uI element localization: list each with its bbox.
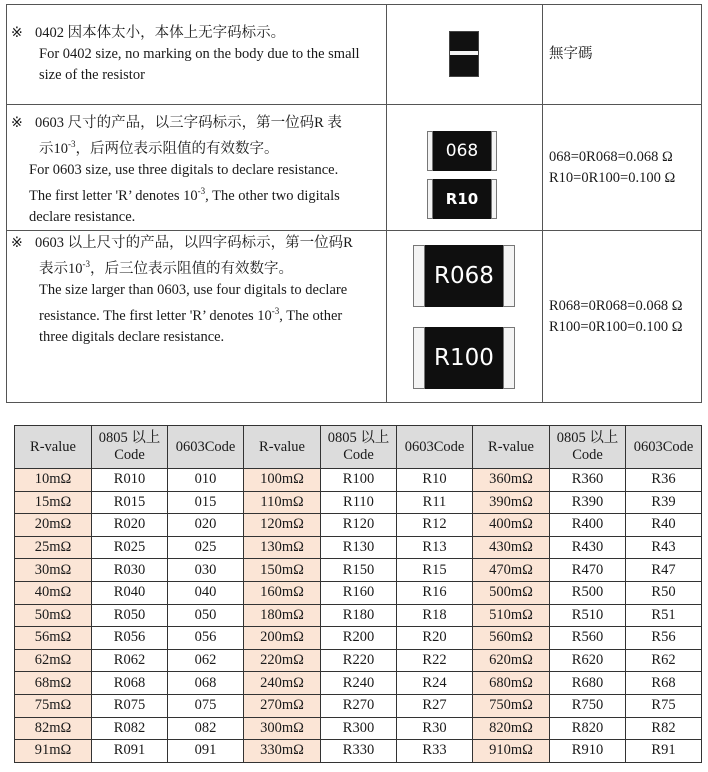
zh-description: ，后两位表示阻值的有效数字。 <box>75 141 279 157</box>
r-value-cell: 400mΩ <box>473 514 550 537</box>
marking-row-above-0603 <box>7 231 702 403</box>
code-0603-cell: 056 <box>168 627 244 650</box>
table-row <box>15 694 702 717</box>
table-row <box>15 559 702 582</box>
column-header: 0603Code <box>626 426 702 469</box>
code-0805-cell: R500 <box>550 581 626 604</box>
r-value-cell: 20mΩ <box>15 514 92 537</box>
marking-row-0402 <box>7 5 702 105</box>
r-value-cell: 62mΩ <box>15 649 92 672</box>
table-row <box>15 536 702 559</box>
code-0805-cell: R180 <box>321 604 397 627</box>
code-0603-cell: R10 <box>397 469 473 492</box>
code-0805-cell: R160 <box>321 581 397 604</box>
r-value-cell: 82mΩ <box>15 717 92 740</box>
table-row <box>15 740 702 763</box>
chip-image-cell <box>387 105 543 231</box>
code-0805-cell: R270 <box>321 694 397 717</box>
r-value-cell: 390mΩ <box>473 491 550 514</box>
asterisk-icon: ※ <box>11 235 23 251</box>
code-0805-cell: R150 <box>321 559 397 582</box>
column-header: R-value <box>473 426 550 469</box>
table-row <box>15 649 702 672</box>
chip-0603-image <box>427 179 497 219</box>
code-0603-cell: R39 <box>626 491 702 514</box>
r-value-cell: 620mΩ <box>473 649 550 672</box>
code-0603-cell: R12 <box>397 514 473 537</box>
r-value-cell: 560mΩ <box>473 627 550 650</box>
code-0805-cell: R360 <box>550 469 626 492</box>
en-description-line: For 0603 size, use three digitals to declare resistance. <box>29 162 339 178</box>
r-value-cell: 10mΩ <box>15 469 92 492</box>
table-row <box>15 491 702 514</box>
r-value-cell: 40mΩ <box>15 581 92 604</box>
code-0603-cell: 075 <box>168 694 244 717</box>
code-0805-cell: R062 <box>92 649 168 672</box>
code-0603-cell: 068 <box>168 672 244 695</box>
r-value-cell: 220mΩ <box>244 649 321 672</box>
code-0603-cell: 040 <box>168 581 244 604</box>
r-value-cell: 180mΩ <box>244 604 321 627</box>
code-0603-cell: R91 <box>626 740 702 763</box>
zh-description: 示10 <box>39 141 68 157</box>
column-header: 0603Code <box>397 426 473 469</box>
r-value-cell: 240mΩ <box>244 672 321 695</box>
r-value-cell: 270mΩ <box>244 694 321 717</box>
code-0603-cell: R18 <box>397 604 473 627</box>
r-value-cell: 150mΩ <box>244 559 321 582</box>
zh-description: 0603 以上尺寸的产品，以四字码标示，第一位码R <box>35 235 353 251</box>
code-0603-cell: 050 <box>168 604 244 627</box>
code-table-body <box>15 469 702 763</box>
r-value-cell: 820mΩ <box>473 717 550 740</box>
r-value-cell: 680mΩ <box>473 672 550 695</box>
r-value-cell: 910mΩ <box>473 740 550 763</box>
r-value-cell: 330mΩ <box>244 740 321 763</box>
column-header: 0805 以上 Code <box>550 426 626 469</box>
code-0603-cell: 020 <box>168 514 244 537</box>
r-value-cell: 56mΩ <box>15 627 92 650</box>
code-0805-cell: R400 <box>550 514 626 537</box>
code-0603-cell: R27 <box>397 694 473 717</box>
exponent: -3 <box>271 305 280 316</box>
r-value-cell: 750mΩ <box>473 694 550 717</box>
example-line: 無字碼 <box>549 46 593 62</box>
code-0805-cell: R020 <box>92 514 168 537</box>
code-0603-cell: R43 <box>626 536 702 559</box>
column-header: 0805 以上 Code <box>321 426 397 469</box>
zh-description: 0603 尺寸的产品，以三字码标示，第一位码R 表 <box>35 115 342 132</box>
code-0603-cell: R50 <box>626 581 702 604</box>
code-0603-cell: R75 <box>626 694 702 717</box>
code-0603-cell: R40 <box>626 514 702 537</box>
zh-description: 表示10 <box>39 260 83 277</box>
code-0805-cell: R025 <box>92 536 168 559</box>
chip-code-label: R10 <box>445 190 479 208</box>
code-0805-cell: R110 <box>321 491 397 514</box>
code-0603-cell: R11 <box>397 491 473 514</box>
code-0603-cell: R20 <box>397 627 473 650</box>
code-0603-cell: R33 <box>397 740 473 763</box>
description-cell <box>7 105 387 231</box>
r-value-cell: 360mΩ <box>473 469 550 492</box>
code-0805-cell: R068 <box>92 672 168 695</box>
code-0805-cell: R750 <box>550 694 626 717</box>
code-0603-cell: 030 <box>168 559 244 582</box>
marking-row-0603 <box>7 105 702 231</box>
r-value-cell: 510mΩ <box>473 604 550 627</box>
code-0603-cell: R68 <box>626 672 702 695</box>
marking-table <box>6 4 702 403</box>
r-value-cell: 160mΩ <box>244 581 321 604</box>
zh-description: 0402 因本体太小，本体上无字码标示。 <box>35 25 286 41</box>
code-0805-cell: R910 <box>550 740 626 763</box>
code-0805-cell: R820 <box>550 717 626 740</box>
chip-large-image <box>413 245 515 307</box>
code-0603-cell: R51 <box>626 604 702 627</box>
code-0805-cell: R200 <box>321 627 397 650</box>
code-0805-cell: R050 <box>92 604 168 627</box>
chip-image-cell <box>387 231 543 403</box>
code-0603-cell: R62 <box>626 649 702 672</box>
zh-description: ，后三位表示阻值的有效数字。 <box>90 260 293 277</box>
r-value-cell: 130mΩ <box>244 536 321 559</box>
code-0603-cell: 062 <box>168 649 244 672</box>
code-0805-cell: R620 <box>550 649 626 672</box>
table-row <box>15 581 702 604</box>
code-0603-cell: R16 <box>397 581 473 604</box>
code-0805-cell: R510 <box>550 604 626 627</box>
r-value-cell: 200mΩ <box>244 627 321 650</box>
chip-0402-image <box>449 31 479 77</box>
exponent: -3 <box>197 186 206 196</box>
code-0805-cell: R430 <box>550 536 626 559</box>
code-0805-cell: R015 <box>92 491 168 514</box>
r-value-cell: 68mΩ <box>15 672 92 695</box>
code-0805-cell: R330 <box>321 740 397 763</box>
chip-large-image <box>413 327 515 389</box>
r-value-cell: 300mΩ <box>244 717 321 740</box>
r-value-cell: 100mΩ <box>244 469 321 492</box>
description-cell <box>7 5 387 105</box>
r-value-cell: 500mΩ <box>473 581 550 604</box>
code-0805-cell: R240 <box>321 672 397 695</box>
column-header: R-value <box>15 426 92 469</box>
chip-code-label: 068 <box>445 141 479 161</box>
code-0603-cell: R30 <box>397 717 473 740</box>
r-value-cell: 91mΩ <box>15 740 92 763</box>
example-cell <box>543 5 702 105</box>
r-value-cell: 120mΩ <box>244 514 321 537</box>
code-0603-cell: 082 <box>168 717 244 740</box>
code-0603-cell: R82 <box>626 717 702 740</box>
code-0805-cell: R560 <box>550 627 626 650</box>
en-description-line: For 0402 size, no marking on the body due to the small <box>39 46 360 62</box>
code-0603-cell: R22 <box>397 649 473 672</box>
table-header-row <box>15 426 702 469</box>
r-value-cell: 15mΩ <box>15 491 92 514</box>
code-0805-cell: R130 <box>321 536 397 559</box>
code-0603-cell: R36 <box>626 469 702 492</box>
asterisk-icon: ※ <box>11 115 23 132</box>
exponent: -3 <box>82 259 90 269</box>
asterisk-icon: ※ <box>11 25 23 41</box>
code-0805-cell: R390 <box>550 491 626 514</box>
example-cell <box>543 231 702 403</box>
example-cell <box>543 105 702 231</box>
table-row <box>15 717 702 740</box>
en-description-line: The first letter 'R’ denotes 10 <box>29 187 198 204</box>
table-row <box>15 604 702 627</box>
code-0805-cell: R075 <box>92 694 168 717</box>
code-0805-cell: R010 <box>92 469 168 492</box>
table-row <box>15 469 702 492</box>
code-0805-cell: R680 <box>550 672 626 695</box>
en-description-line: resistance. The first letter 'R’ denotes 10 <box>39 307 272 324</box>
r-value-cell: 75mΩ <box>15 694 92 717</box>
r-value-cell: 30mΩ <box>15 559 92 582</box>
chip-code-label: R100 <box>434 345 494 371</box>
code-0603-cell: R56 <box>626 627 702 650</box>
code-0603-cell: R24 <box>397 672 473 695</box>
example-line: R100=0R100=0.100 Ω <box>549 318 683 335</box>
chip-0603-image <box>427 131 497 171</box>
en-description-line: , The other <box>279 307 343 324</box>
column-header: 0805 以上 Code <box>92 426 168 469</box>
description-cell <box>7 231 387 403</box>
chip-image-cell <box>387 5 543 105</box>
code-0805-cell: R030 <box>92 559 168 582</box>
code-0805-cell: R100 <box>321 469 397 492</box>
en-description-line: size of the resistor <box>39 67 145 83</box>
exponent: -3 <box>68 139 76 150</box>
code-0805-cell: R056 <box>92 627 168 650</box>
r-value-cell: 50mΩ <box>15 604 92 627</box>
code-0603-cell: 015 <box>168 491 244 514</box>
column-header: 0603Code <box>168 426 244 469</box>
r-value-cell: 110mΩ <box>244 491 321 514</box>
code-0805-cell: R082 <box>92 717 168 740</box>
code-0603-cell: 010 <box>168 469 244 492</box>
en-description-line: three digitals declare resistance. <box>39 328 225 345</box>
r-value-cell: 25mΩ <box>15 536 92 559</box>
example-line: 068=0R068=0.068 Ω <box>549 148 673 165</box>
r-value-cell: 430mΩ <box>473 536 550 559</box>
code-0603-cell: R47 <box>626 559 702 582</box>
table-row <box>15 514 702 537</box>
chip-code-label: R068 <box>434 263 494 289</box>
table-row <box>15 672 702 695</box>
code-0603-cell: 091 <box>168 740 244 763</box>
code-0603-cell: 025 <box>168 536 244 559</box>
en-description-line: , The other two digitals <box>205 187 340 204</box>
code-0805-cell: R220 <box>321 649 397 672</box>
code-0805-cell: R470 <box>550 559 626 582</box>
code-0603-cell: R15 <box>397 559 473 582</box>
en-description-line: The size larger than 0603, use four digitals to declare <box>39 281 348 298</box>
column-header: R-value <box>244 426 321 469</box>
r-value-cell: 470mΩ <box>473 559 550 582</box>
code-0805-cell: R091 <box>92 740 168 763</box>
code-0805-cell: R040 <box>92 581 168 604</box>
code-0805-cell: R300 <box>321 717 397 740</box>
example-line: R068=0R068=0.068 Ω <box>549 297 683 314</box>
code-0603-cell: R13 <box>397 536 473 559</box>
en-description-line: declare resistance. <box>29 208 136 225</box>
code-0805-cell: R120 <box>321 514 397 537</box>
table-row <box>15 627 702 650</box>
example-line: R10=0R100=0.100 Ω <box>549 169 676 186</box>
resistance-code-table <box>14 425 702 763</box>
